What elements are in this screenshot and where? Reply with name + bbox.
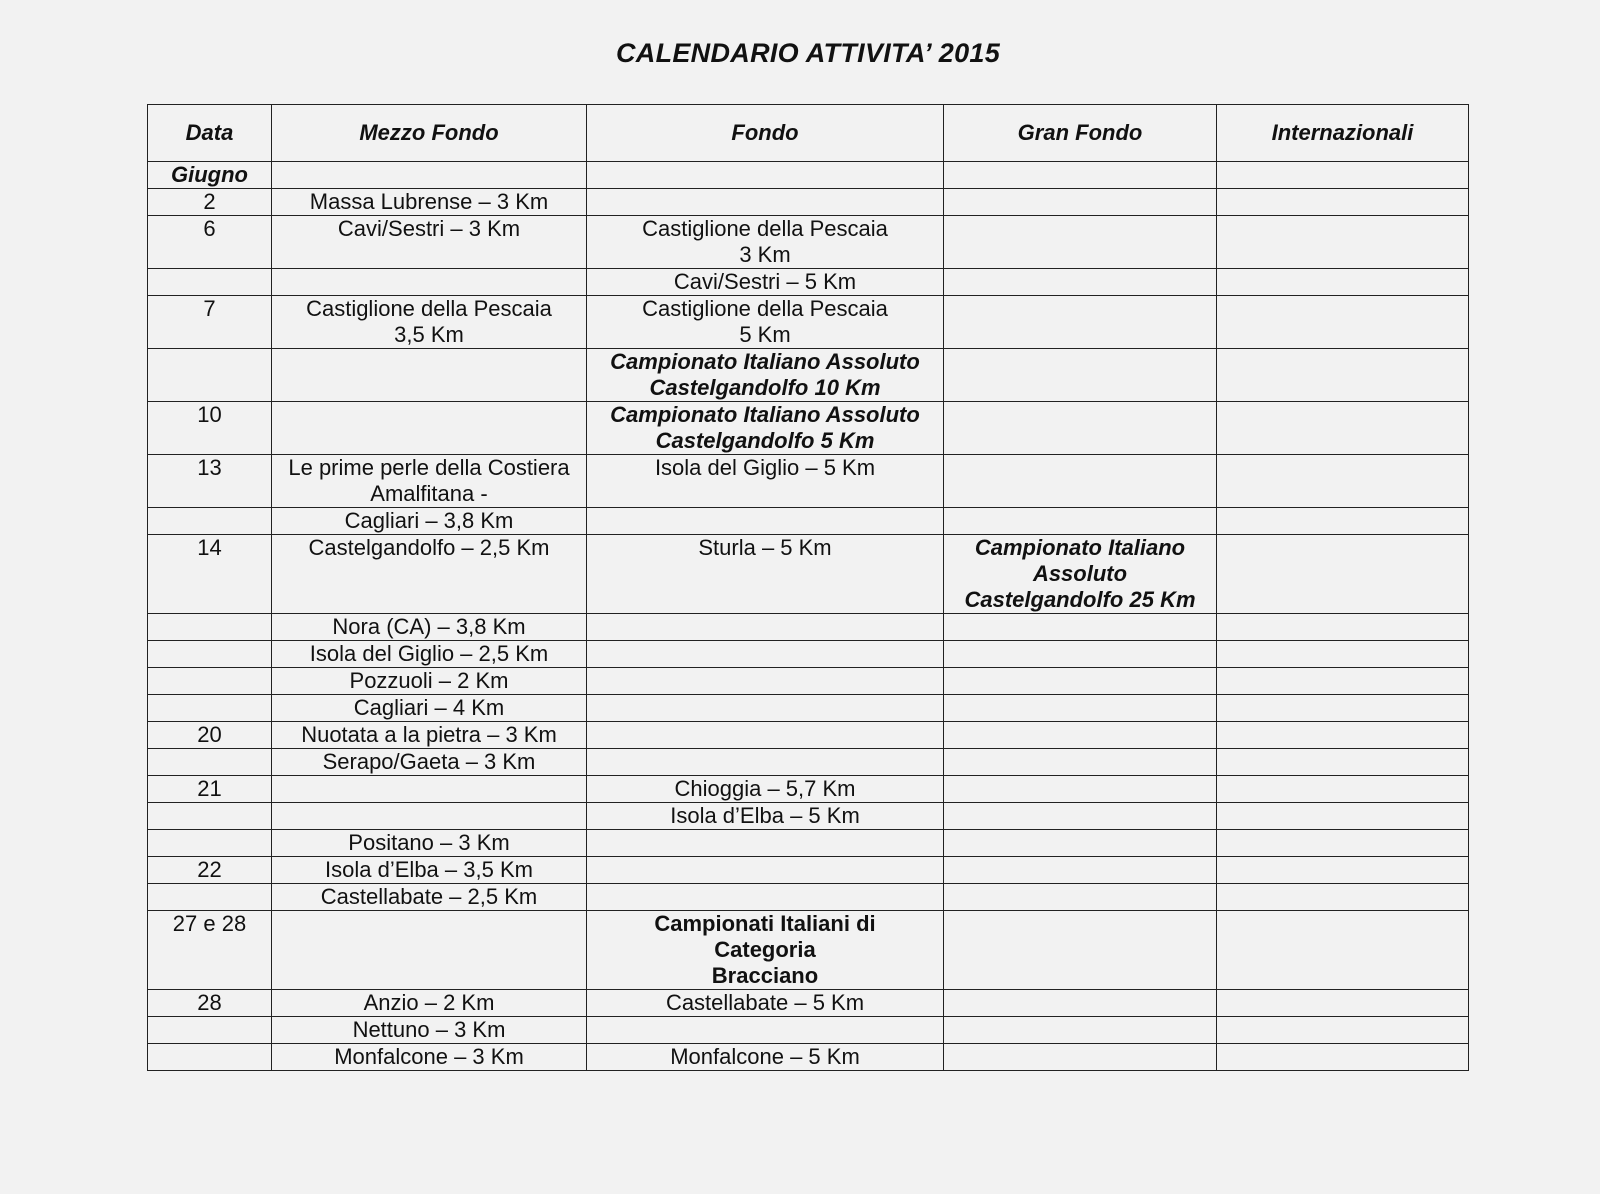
table-row (148, 349, 1469, 402)
date-cell (148, 614, 272, 641)
fondo-cell (587, 884, 944, 911)
cell-text-line: Castelgandolfo 5 Km (655, 428, 875, 453)
mezzo-fondo-cell (272, 884, 587, 911)
cell-text-line: 3 Km (739, 242, 791, 267)
table-row (148, 641, 1469, 668)
header-row (148, 105, 1469, 162)
mezzo-fondo-cell (272, 749, 587, 776)
fondo-cell (587, 1017, 944, 1044)
mezzo-fondo-cell (272, 830, 587, 857)
date-cell: 10 (148, 402, 272, 455)
fondo-cell (587, 535, 944, 614)
fondo-cell (587, 990, 944, 1017)
date-cell: 2 (148, 189, 272, 216)
fondo-cell (587, 614, 944, 641)
table-row (148, 402, 1469, 455)
fondo-cell (587, 722, 944, 749)
fondo-cell (587, 1044, 944, 1071)
cell-text-line: Bracciano (711, 963, 819, 988)
cell-text-line: Massa Lubrense – 3 Km (309, 189, 549, 214)
empty-cell (944, 162, 1217, 189)
cell-text-line: Castiglione della Pescaia (642, 216, 888, 241)
internazionali-cell (1217, 830, 1469, 857)
table-row (148, 189, 1469, 216)
internazionali-cell (1217, 803, 1469, 830)
date-cell (148, 349, 272, 402)
table-row (148, 911, 1469, 990)
cell-text-line: Cavi/Sestri – 3 Km (337, 216, 521, 241)
table-row (148, 1044, 1469, 1071)
cell-text-line: Sturla – 5 Km (698, 535, 832, 560)
gran-fondo-cell (944, 614, 1217, 641)
cell-text-line: Isola d’Elba – 3,5 Km (325, 857, 533, 882)
gran-fondo-cell (944, 508, 1217, 535)
mezzo-fondo-cell (272, 535, 587, 614)
mezzo-fondo-cell (272, 455, 587, 508)
gran-fondo-cell (944, 1044, 1217, 1071)
internazionali-cell (1217, 349, 1469, 402)
internazionali-cell (1217, 776, 1469, 803)
cell-text-line: Castelgandolfo 25 Km (964, 587, 1196, 612)
fondo-cell (587, 911, 944, 990)
cell-text-line: Campionato Italiano (974, 535, 1186, 560)
table-row (148, 269, 1469, 296)
fondo-cell (587, 508, 944, 535)
gran-fondo-cell (944, 911, 1217, 990)
table-row (148, 1017, 1469, 1044)
date-cell: 28 (148, 990, 272, 1017)
cell-text-line: Cagliari – 4 Km (353, 695, 505, 720)
date-cell: 20 (148, 722, 272, 749)
table-row (148, 216, 1469, 269)
mezzo-fondo-cell (272, 641, 587, 668)
table-row (148, 803, 1469, 830)
internazionali-cell (1217, 296, 1469, 349)
mezzo-fondo-cell (272, 216, 587, 269)
fondo-cell (587, 455, 944, 508)
cell-text-line: Nettuno – 3 Km (352, 1017, 506, 1042)
gran-fondo-cell (944, 990, 1217, 1017)
mezzo-fondo-cell (272, 776, 587, 803)
cell-text-line: 3,5 Km (394, 322, 464, 347)
page-title: CALENDARIO ATTIVITA’ 2015 (615, 38, 1001, 68)
internazionali-cell (1217, 857, 1469, 884)
gran-fondo-cell (944, 803, 1217, 830)
table-row (148, 990, 1469, 1017)
cell-text-line: Castiglione della Pescaia (642, 296, 888, 321)
cell-text-line: Campionati Italiani di (654, 911, 876, 936)
fondo-cell (587, 269, 944, 296)
gran-fondo-cell (944, 830, 1217, 857)
mezzo-fondo-cell (272, 1017, 587, 1044)
gran-fondo-cell (944, 402, 1217, 455)
empty-cell (272, 162, 587, 189)
mezzo-fondo-cell (272, 1044, 587, 1071)
mezzo-fondo-cell (272, 911, 587, 990)
date-cell: 27 e 28 (148, 911, 272, 990)
gran-fondo-cell (944, 1017, 1217, 1044)
cell-text-line: Positano – 3 Km (348, 830, 510, 855)
gran-fondo-cell (944, 776, 1217, 803)
header-fondo: Fondo (587, 105, 944, 162)
mezzo-fondo-cell (272, 269, 587, 296)
fondo-cell (587, 749, 944, 776)
cell-text-line: Monfalcone – 3 Km (334, 1044, 524, 1069)
cell-text-line: Campionato Italiano Assoluto (610, 402, 920, 427)
cell-text-line: Le prime perle della Costiera (288, 455, 570, 480)
gran-fondo-cell (944, 349, 1217, 402)
date-cell (148, 1044, 272, 1071)
internazionali-cell (1217, 884, 1469, 911)
fondo-cell (587, 668, 944, 695)
table-row (148, 455, 1469, 508)
date-cell: 13 (148, 455, 272, 508)
date-cell (148, 803, 272, 830)
gran-fondo-cell (944, 695, 1217, 722)
calendar-table (147, 104, 1469, 1071)
gran-fondo-cell (944, 722, 1217, 749)
mezzo-fondo-cell (272, 508, 587, 535)
fondo-cell (587, 695, 944, 722)
table-row (148, 749, 1469, 776)
fondo-cell (587, 216, 944, 269)
cell-text-line: Isola d’Elba – 5 Km (670, 803, 860, 828)
gran-fondo-cell (944, 296, 1217, 349)
gran-fondo-cell (944, 857, 1217, 884)
mezzo-fondo-cell (272, 296, 587, 349)
gran-fondo-cell (944, 641, 1217, 668)
table-row (148, 535, 1469, 614)
gran-fondo-cell (944, 535, 1217, 614)
date-cell (148, 695, 272, 722)
fondo-cell (587, 349, 944, 402)
cell-text-line: Castelgandolfo 10 Km (649, 375, 881, 400)
date-cell: 21 (148, 776, 272, 803)
date-cell: 6 (148, 216, 272, 269)
table-row (148, 830, 1469, 857)
internazionali-cell (1217, 402, 1469, 455)
mezzo-fondo-cell (272, 189, 587, 216)
date-cell (148, 641, 272, 668)
mezzo-fondo-cell (272, 803, 587, 830)
cell-text-line: Assoluto (1032, 561, 1128, 586)
internazionali-cell (1217, 911, 1469, 990)
cell-text-line: Serapo/Gaeta – 3 Km (322, 749, 536, 774)
cell-text-line: Anzio – 2 Km (363, 990, 495, 1015)
internazionali-cell (1217, 535, 1469, 614)
month-cell: Giugno (148, 162, 272, 189)
date-cell: 7 (148, 296, 272, 349)
month-row (148, 162, 1469, 189)
cell-text-line: Nora (CA) – 3,8 Km (332, 614, 526, 639)
cell-text-line: Chioggia – 5,7 Km (674, 776, 856, 801)
table-row (148, 668, 1469, 695)
mezzo-fondo-cell (272, 695, 587, 722)
cell-text-line: Castelgandolfo – 2,5 Km (308, 535, 550, 560)
internazionali-cell (1217, 216, 1469, 269)
empty-cell (587, 162, 944, 189)
cell-text-line: Pozzuoli – 2 Km (349, 668, 509, 693)
header-gran-fondo: Gran Fondo (944, 105, 1217, 162)
internazionali-cell (1217, 189, 1469, 216)
cell-text-line: Castellabate – 5 Km (665, 990, 865, 1015)
table-row (148, 776, 1469, 803)
gran-fondo-cell (944, 668, 1217, 695)
gran-fondo-cell (944, 269, 1217, 296)
cell-text-line: Cavi/Sestri – 5 Km (673, 269, 857, 294)
cell-text-line: Categoria (714, 937, 816, 962)
table-row (148, 695, 1469, 722)
table-row (148, 614, 1469, 641)
gran-fondo-cell (944, 749, 1217, 776)
internazionali-cell (1217, 614, 1469, 641)
date-cell (148, 508, 272, 535)
mezzo-fondo-cell (272, 857, 587, 884)
cell-text-line: Isola del Giglio – 2,5 Km (309, 641, 549, 666)
cell-text-line: Cagliari – 3,8 Km (344, 508, 514, 533)
cell-text-line: Castiglione della Pescaia (306, 296, 552, 321)
internazionali-cell (1217, 990, 1469, 1017)
fondo-cell (587, 830, 944, 857)
cell-text-line: Castellabate – 2,5 Km (320, 884, 538, 909)
internazionali-cell (1217, 455, 1469, 508)
date-cell (148, 269, 272, 296)
table-row (148, 857, 1469, 884)
mezzo-fondo-cell (272, 668, 587, 695)
date-cell (148, 1017, 272, 1044)
table-row (148, 296, 1469, 349)
cell-text-line: Isola del Giglio – 5 Km (654, 455, 876, 480)
fondo-cell (587, 857, 944, 884)
internazionali-cell (1217, 508, 1469, 535)
table-row (148, 884, 1469, 911)
mezzo-fondo-cell (272, 722, 587, 749)
gran-fondo-cell (944, 455, 1217, 508)
header-internazionali: Internazionali (1217, 105, 1469, 162)
fondo-cell (587, 641, 944, 668)
internazionali-cell (1217, 1017, 1469, 1044)
fondo-cell (587, 189, 944, 216)
cell-text-line: Campionato Italiano Assoluto (610, 349, 920, 374)
mezzo-fondo-cell (272, 349, 587, 402)
date-cell (148, 749, 272, 776)
gran-fondo-cell (944, 884, 1217, 911)
fondo-cell (587, 776, 944, 803)
calendar-body (148, 162, 1469, 1071)
cell-text-line: Monfalcone – 5 Km (670, 1044, 860, 1069)
header-data: Data (148, 105, 272, 162)
header-mezzo-fondo: Mezzo Fondo (272, 105, 587, 162)
internazionali-cell (1217, 641, 1469, 668)
gran-fondo-cell (944, 189, 1217, 216)
table-row (148, 722, 1469, 749)
internazionali-cell (1217, 269, 1469, 296)
internazionali-cell (1217, 695, 1469, 722)
mezzo-fondo-cell (272, 990, 587, 1017)
mezzo-fondo-cell (272, 402, 587, 455)
internazionali-cell (1217, 1044, 1469, 1071)
date-cell: 22 (148, 857, 272, 884)
date-cell (148, 884, 272, 911)
gran-fondo-cell (944, 216, 1217, 269)
internazionali-cell (1217, 722, 1469, 749)
cell-text-line: Nuotata a la pietra – 3 Km (301, 722, 557, 747)
fondo-cell (587, 296, 944, 349)
cell-text-line: 5 Km (739, 322, 791, 347)
internazionali-cell (1217, 668, 1469, 695)
empty-cell (1217, 162, 1469, 189)
date-cell (148, 830, 272, 857)
date-cell: 14 (148, 535, 272, 614)
date-cell (148, 668, 272, 695)
fondo-cell (587, 402, 944, 455)
cell-text-line: Amalfitana - (370, 481, 488, 506)
mezzo-fondo-cell (272, 614, 587, 641)
table-row (148, 508, 1469, 535)
fondo-cell (587, 803, 944, 830)
internazionali-cell (1217, 749, 1469, 776)
